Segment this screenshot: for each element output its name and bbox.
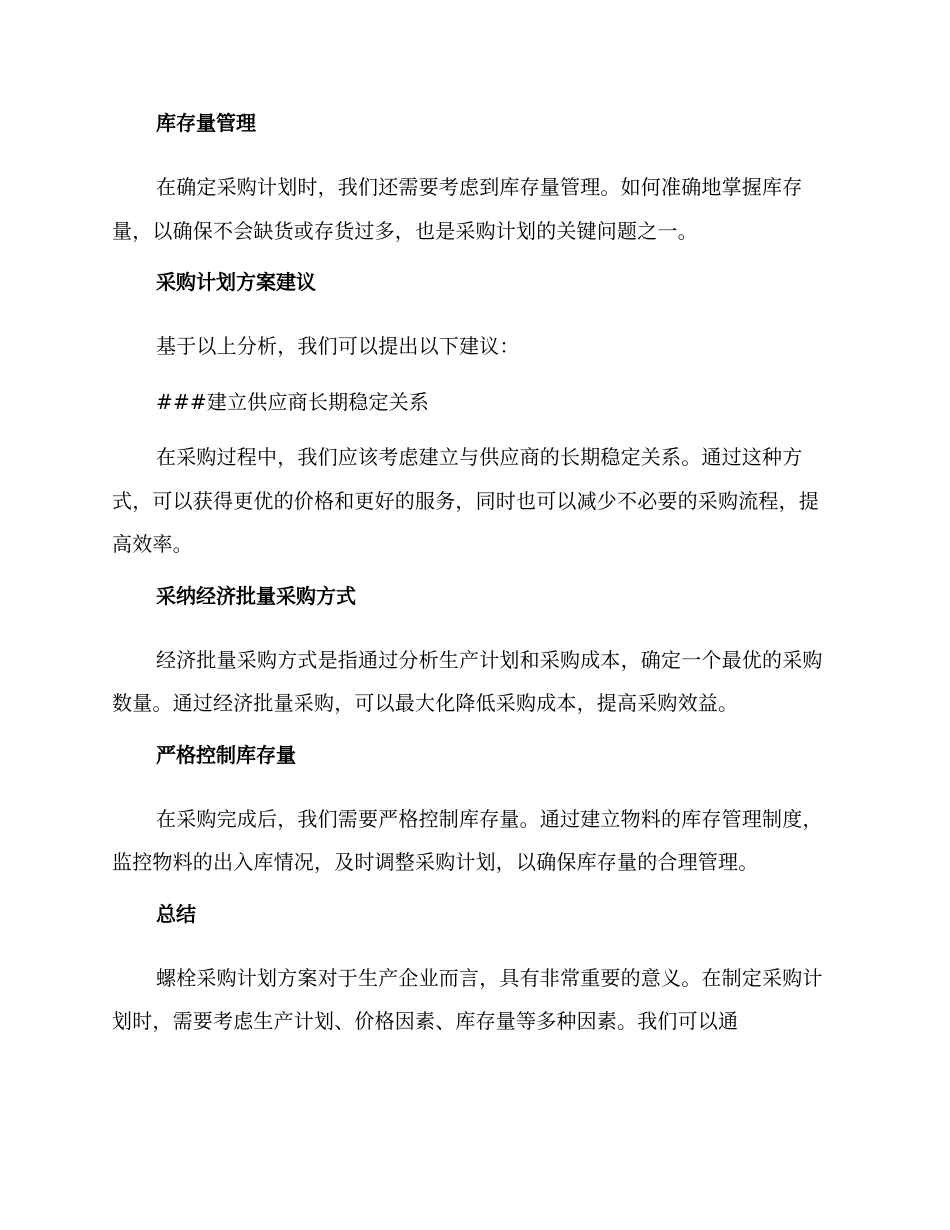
paragraph-supplier: 在采购过程中，我们应该考虑建立与供应商的长期稳定关系。通过这种方式，可以获得更优的价格和更好的服务，同时也可以减少不必要的采购流程，提高效率。: [112, 445, 819, 556]
section-heading-suggestions: 采购计划方案建议: [156, 270, 316, 294]
section-heading-economic-batch: 采纳经济批量采购方式: [156, 583, 356, 608]
document-page: [112, 108, 832, 1058]
section-heading-control-inventory: 严格控制库存量: [156, 742, 296, 767]
paragraph-suggestions-intro: 基于以上分析，我们可以提出以下建议：: [156, 334, 520, 358]
paragraph-inventory: 在确定采购计划时，我们还需要考虑到库存量管理。如何准确地掌握库存量，以确保不会缺货或存货过多，也是采购计划的关键问题之一。: [112, 175, 803, 243]
section-heading-summary: 总结: [156, 901, 196, 926]
section-heading-inventory: 库存量管理: [156, 111, 256, 135]
paragraph-control-inventory: 在采购完成后，我们需要严格控制库存量。通过建立物料的库存管理制度，监控物料的出入库情况，及时调整采购计划，以确保库存量的合理管理。: [112, 806, 823, 874]
paragraph-economic-batch: 经济批量采购方式是指通过分析生产计划和采购成本，确定一个最优的采购数量。通过经济批量采购，可以最大化降低采购成本，提高采购效益。: [112, 647, 823, 715]
paragraph-supplier-heading: ###建立供应商长期稳定关系: [156, 389, 430, 414]
paragraph-summary: 螺栓采购计划方案对于生产企业而言，具有非常重要的意义。在制定采购计划时，需要考虑生产计划、价格因素、库存量等多种因素。我们可以通: [112, 965, 823, 1033]
